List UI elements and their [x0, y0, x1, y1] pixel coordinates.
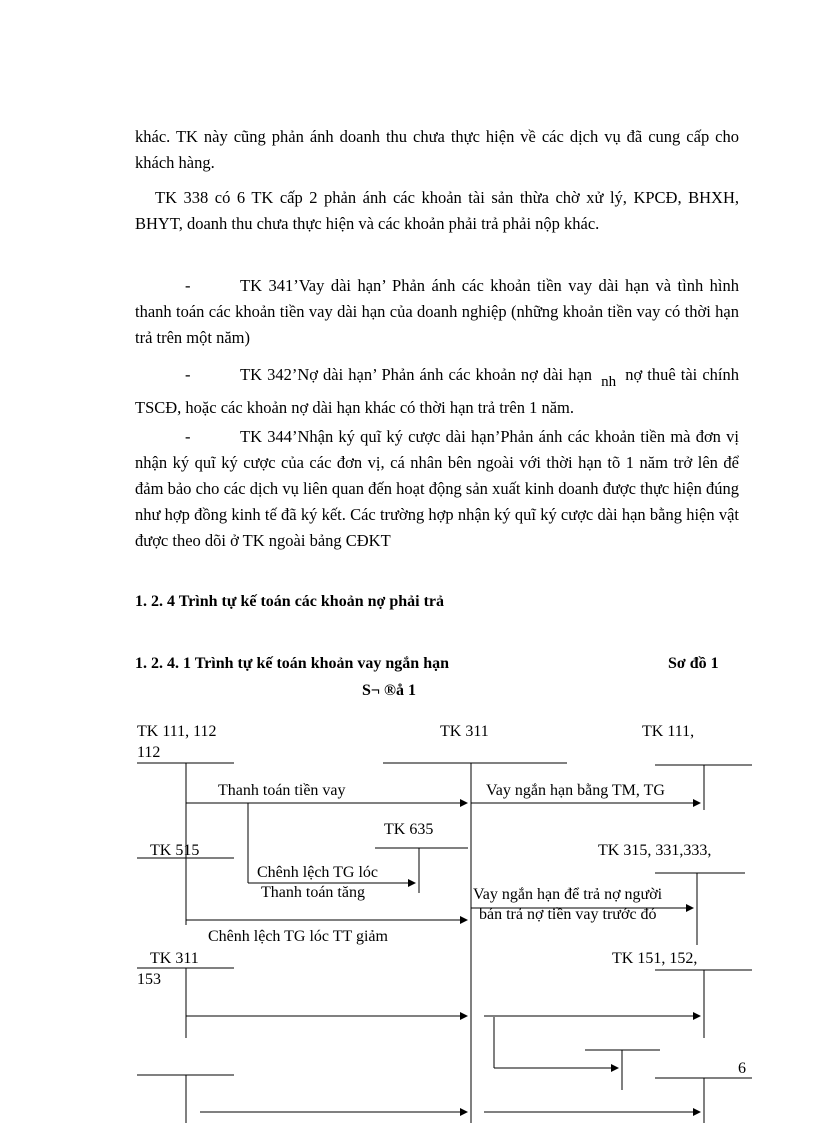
label-thanh-toan-tang: Thanh toán tăng: [261, 884, 365, 901]
label-tk315: TK 315, 331,333,: [598, 842, 712, 859]
diagram-ref: Sơ đồ 1: [668, 655, 719, 672]
label-tk111-right: TK 111,: [642, 723, 695, 740]
label-tk151: TK 151, 152,: [612, 950, 698, 967]
paragraph-2: TK 338 có 6 TK cấp 2 phản ánh các khoản tài sản thừa chờ xử lý, KPCĐ, BHXH, BHYT, doanh thu chưa thực hiện và các khoản phải trả phải nộp khác.: [135, 188, 739, 233]
section-heading: 1. 2. 4 Trình tự kế toán các khoản nợ phải trả: [135, 593, 445, 610]
label-tk635: TK 635: [384, 821, 434, 838]
label-thanh-toan-tien-vay: Thanh toán tiền vay: [218, 782, 346, 799]
paragraph-4-subscript: nh: [601, 374, 617, 390]
label-chenh-lech-giam: Chênh lệch TG lóc TT giảm: [208, 928, 388, 945]
paragraph-5: - TK 344’Nhận ký quĩ ký cược dài hạn’Phản ánh các khoản tiền mà đơn vị nhận ký quĩ ký cược của các đơn vị, cá nhân bên ngoài với thời hạn tõ 1 năm trở lên để đảm bảo cho các dịch vụ liên quan đến hoạt động sản xuất kinh doanh được thực hiện đúng như hợp đồng kinh tế đã ký kết. Các trường hợp nhận ký quĩ ký cược dài hạn bằng hiện vật được theo dõi ở TK ngoài bảng CĐKT: [135, 427, 739, 550]
diagram-ref-garbled: S¬ ®å 1: [362, 682, 416, 699]
label-chenh-lech-loc: Chênh lệch TG lóc: [257, 864, 379, 881]
paragraph-4-end: nợ thuê tài chính TSCĐ, hoặc các khoản nợ dài hạn khác có thời hạn trả trên 1 năm.: [135, 365, 740, 417]
label-vay-ngan-han-tm: Vay ngắn hạn bằng TM, TG: [486, 782, 665, 799]
page-number: 6: [738, 1060, 746, 1077]
label-vay-tra-no-2: bán trả nợ tiền vay trước đó: [479, 906, 657, 923]
label-tk311-top: TK 311: [440, 723, 489, 740]
subsection-heading: 1. 2. 4. 1 Trình tự kế toán khoản vay ngắn hạn: [135, 655, 449, 672]
paragraph-4-start: - TK 342’Nợ dài hạn’ Phản ánh các khoản nợ dài hạn: [185, 365, 593, 384]
paragraph-1: khác. TK này cũng phản ánh doanh thu chưa thực hiện về các dịch vụ đã cung cấp cho khách hàng.: [135, 127, 739, 172]
label-tk311-left: TK 311: [150, 950, 199, 967]
label-tk111-left-cont: 112: [137, 744, 161, 761]
label-tk311-left-cont: 153: [137, 971, 161, 988]
label-tk111-left: TK 111, 112: [137, 723, 217, 740]
paragraph-3: - TK 341’Vay dài hạn’ Phản ánh các khoản tiền vay dài hạn và tình hình thanh toán các khoản tiền vay dài hạn của doanh nghiệp (những khoản tiền vay có thời hạn trả trên một năm): [135, 276, 739, 347]
label-tk515: TK 515: [150, 842, 200, 859]
label-vay-tra-no-1: Vay ngắn hạn để trả nợ người: [473, 886, 663, 903]
